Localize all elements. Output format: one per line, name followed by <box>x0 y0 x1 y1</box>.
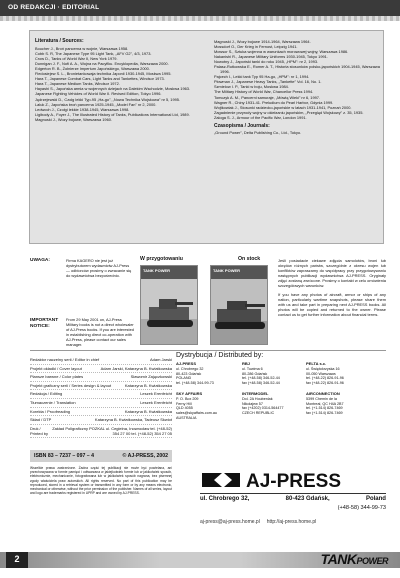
literature-entry: The Military History of World War, Chancellor Press 1994. <box>214 89 314 95</box>
staff-row <box>30 365 172 374</box>
publisher-country: Poland <box>365 496 386 502</box>
staff-row <box>30 399 172 408</box>
staff-name: Sławomir Zajączkowski <box>130 374 172 380</box>
literature-entry: Fiedosiejew S. L., Bronietankowaja technika Japonii 1930-1945, Moskwa 1995. <box>35 71 172 77</box>
literature-entry: Ligibody A., Foyer J., The Illustrated History of Tanks, Publications International Ltd, 1989. <box>35 111 190 117</box>
distributor-line: 00-050 Warszawa <box>306 371 336 376</box>
literature-entry: Płowman J., Japanese Heavy Tanks, „Tankette" Vol. 16, No. 1. <box>214 79 322 85</box>
distributor-line: fax (+48-22) 826-91-96 <box>306 381 344 386</box>
distributor-line: 5399 Chemin de la <box>306 396 337 401</box>
distributor-card <box>176 362 236 386</box>
staff-name: Leszek Erenfeicht <box>140 391 172 397</box>
literature-entry: Laluk Z., Japońska broń pancerna 1925-1945, „Model Fan" nr 2, 2000. <box>35 101 157 107</box>
distributor-name: AIRCONNECTION <box>306 390 340 396</box>
important-text: From 29 May 2001 on, AJ-Press Military books is not a direct wholesaler of AJ-Press books. If you are interested in establishing direct co-operation with AJ-Press, please contact our sales manager. <box>66 317 134 347</box>
staff-row <box>30 425 172 438</box>
publisher-block <box>200 467 386 529</box>
staff-role: Druk / Printed by <box>30 425 49 436</box>
distributor-card <box>306 362 364 386</box>
section-title: OD REDAKCJI · EDITORIAL <box>8 4 100 11</box>
distributor-card <box>176 392 236 421</box>
staff-name: Katarzyna B. Kwiatkowska <box>124 408 172 414</box>
literature-entry: Palasz-Rutkowska E., Romer A. T., Historia stosunków polsko-japońskich 1904-1945, Warszawa 1996. <box>214 64 380 75</box>
staff-name: Adam Jarski <box>149 357 172 362</box>
uwaga-label: UWAGA: <box>30 258 50 263</box>
book-cover-title: TANK POWER <box>211 266 267 279</box>
staff-row <box>30 390 172 399</box>
distributor-line: Nikolajew 57 <box>242 401 263 406</box>
aj-press-logo-icon <box>200 469 386 491</box>
uwaga-text: Firma KAGERO nie jest już dystrybutorem wydawnictw AJ-Press — odbiorców prosimy o zwracanie się do wydawnictwa bezpośrednio. <box>66 258 132 278</box>
literature-entry: Szmielow I. P., Tanki w boju, Moskwa 1984. <box>214 84 289 90</box>
staff-role: Projekt okładki / Cover layout <box>30 365 82 371</box>
book-covers <box>138 256 274 348</box>
distributor-line: Ferny Hill <box>176 401 192 406</box>
literature-box <box>29 30 384 244</box>
literature-entry: Nowotny J., Japoński tanki do roku 1945, „HPM": nr 2, 1993. <box>214 59 319 65</box>
section-header <box>0 0 400 16</box>
distributor-line: tel. (+1-514) 826-7469 <box>306 406 343 411</box>
literature-right-column <box>214 39 382 135</box>
photo-request-text <box>278 258 386 321</box>
copyright-mark: © AJ-PRESS, 2002 <box>122 453 168 459</box>
literature-entry: Tomczyk A. M., Pancerni samuraje, „Mówią Wieki" nr 6, 1997. <box>214 94 321 100</box>
distributor-card <box>242 362 300 386</box>
series-brand <box>321 551 388 567</box>
page-number: 2 <box>6 552 28 568</box>
distributor-line: fax (+1-514) 826-7469 <box>306 411 343 416</box>
distributor-name: RBJ <box>242 361 251 366</box>
distributor-line: tel. (+48-22) 826-91-96 <box>306 376 344 381</box>
distributor-name: AJ-PRESS <box>176 361 197 366</box>
distributor-line: fax (+4202) 0314-564477 <box>242 406 284 411</box>
staff-role: Korekta / Proofreading <box>30 408 71 414</box>
staff-role: Projekt graficzny serii / Series design & layout <box>30 382 112 388</box>
distributor-line: Dol. 2A Houbenlak <box>242 396 273 401</box>
literature-entry: Ledwoch J., Czołgi lekkie 1938-1945, Warszawa 1998. <box>35 106 130 112</box>
in-prep-label: W przygotowaniu <box>140 256 183 262</box>
distributor-line: ul. Świętokrzyska 16 <box>306 366 340 371</box>
divider <box>30 350 386 351</box>
literature-entry: Boucher J., Broń pancerna w wojnie, Warszawa 1958. <box>35 46 129 52</box>
page-footer <box>0 548 400 578</box>
distributor-line: ul. Chrobrego 32 <box>176 366 204 371</box>
literature-entry: Wojtkowiak J., Stosunki radziecko-japońskie w latach 1931-1941, Poznań 2000. <box>214 104 352 110</box>
journals-entry: „Ground Power", Delta Publishing Co., Ltd., Tokyo. <box>214 129 302 135</box>
distributor-line: tel. (+48-58) 346-52-44 <box>242 376 280 381</box>
literature-entry: Jędrzejewski D., Czołg lekki Typ-95 „Ha-go", „Nowa Technika Wojskowa" nr 5, 1995. <box>35 96 181 102</box>
book-cover-on-stock <box>210 265 268 345</box>
tank-photo-icon <box>141 279 198 345</box>
literature-left-list <box>35 46 207 122</box>
distributor-name: SKY AFFAIRS <box>176 390 203 396</box>
literature-entry: Japanese Fighting Vehicles of World War II. Revised Edition, Tokyo 1996. <box>35 91 162 97</box>
literature-entry: Cobb S. R, The Japanese Type 95 Light Tank, „AFV G2", 4/3, 1973. <box>35 51 152 57</box>
journals-title: Czasopisma / Journals: <box>214 122 270 129</box>
literature-entry: Zaloga S. J., Armour of the Pacific War, London 1991. <box>214 114 307 120</box>
literature-entry: Crow D., Tanks of World War II, New York 1979. <box>35 56 118 62</box>
aj-press-logo-text: AJ-PRESS <box>246 471 342 491</box>
tank-photo-icon <box>211 279 268 345</box>
distribution-section <box>176 352 386 427</box>
staff-role: Plansze barwne / Color plates <box>30 374 84 380</box>
staff-row <box>30 408 172 417</box>
photo-request-en: If you have any photos of aircraft, armor or ships of any nation, particularly wartime snapshots, please share them with us and take part in preparing next AJ-PRESS books. All photos will be copied and returned to the owner. Please contact us to get further information about financial terms. <box>278 292 386 317</box>
distributor-line: 80-423 Gdańsk <box>176 371 202 376</box>
publisher-email[interactable]: aj-press@aj-press.home.pl <box>200 519 260 525</box>
literature-entry: Magnuski J., Wozy bojowe 1914-1964, Warszawa 1964. <box>214 39 311 44</box>
distributor-line: CZECH REPUBLIC <box>242 411 275 416</box>
staff-credits <box>30 356 172 438</box>
distributor-line: P. O. Box 209 <box>176 396 199 401</box>
distributor-name: PELTA s.c. <box>306 361 327 366</box>
distributor-line: AUSTRALIA <box>176 415 197 420</box>
staff-row <box>30 373 172 382</box>
literature-left-column <box>35 39 207 122</box>
distributor-line: tel. (+48-58) 344-99-73 <box>176 381 214 386</box>
staff-name: Katarzyna B. Kwiatkowska, Tadeusz Skwiot <box>94 417 172 423</box>
series-brand-main: TANK <box>320 551 357 567</box>
important-label: IMPORTANT NOTICE: <box>30 318 59 329</box>
literature-entry: Hayashi S., Japońska armia w wojennych dziejach na Dalekim Wschodzie, Moskwa 1963. <box>35 86 191 92</box>
isbn-bar <box>30 450 172 462</box>
distributor-line: fax (+48-58) 346-52-44 <box>242 381 280 386</box>
staff-name: Katarzyna B. Kwiatkowska <box>124 382 172 388</box>
literature-entry: Magnuski J., Wozy bojowe, Warszawa 1960. <box>35 116 112 122</box>
literature-entry: Nakanishi R., Japanese Military Uniforms 1930-1945, Tokyo 1991. <box>214 54 328 60</box>
staff-role: Redakcja / Editing <box>30 391 63 397</box>
staff-name: Zakład Poligraficzny POZKAL ul. Cegielna, Inowrocław tel. (+48-52) 354 27 00 tel. (+48-52) 354 27 05 <box>52 425 172 436</box>
photo-request-pl: Jeśli posiadacie ciekawe zdjęcia samolotów, broni lub okrętów różnych państw, szczególnie z okresu wojen lub konfliktów zapraszamy do współpracy przy przygotowywaniu następnych publikacji wydawnictwa AJ-PRESS. Oryginały zdjęć zostaną zwrócone. Prosimy o kontakt w celu omówienia szczegółowych warunków. <box>278 258 386 288</box>
distributor-line: 80-286 Gdańsk <box>242 371 268 376</box>
publisher-street: ul. Chrobrego 32, <box>200 496 250 502</box>
publisher-address <box>200 493 386 502</box>
distributor-grid <box>176 362 386 427</box>
staff-row <box>30 356 172 365</box>
staff-row <box>30 382 172 391</box>
publisher-city: 80-423 Gdańsk, <box>285 496 330 502</box>
distributor-name: INTERMODEL <box>242 390 269 396</box>
publisher-phone: (+48-58) 344-99-73 <box>337 505 386 511</box>
publisher-web <box>200 519 316 525</box>
literature-entry: Mossdorf O., Der Krieg in Fernost, Leipzig 1941. <box>214 44 298 50</box>
series-brand-sub: POWER <box>356 556 388 566</box>
staff-role: Tłumaczenie / Translation <box>30 399 76 405</box>
literature-entry: Zagadnienie przyrody wojny w okiełzaniu japońskim, „Przegląd Wojskowy" z. 35, 1935. <box>214 109 364 115</box>
literature-entry: Pajcech I., Lekki tank Typ 95 Ha-go, „HPM": nr 1, 1994. <box>214 74 310 80</box>
staff-row <box>30 416 172 425</box>
on-stock-label: On stock <box>238 256 261 262</box>
book-cover-title: TANK POWER <box>141 266 197 279</box>
literature-title: Literatura / Sources: <box>35 38 84 44</box>
literature-entry: Edgerton R. B., Żołnierze Imperium Japońskiego, Warszawa 2000. <box>35 66 150 72</box>
book-cover-in-prep <box>140 265 198 345</box>
distributor-line: ul. Tuwima 6 <box>242 366 263 371</box>
distributor-card <box>242 392 300 421</box>
literature-entry: Dunnigan J. F., Nofi A. A., Wojna na Pacyfiku. Encyklopedia, Warszawa 2000. <box>35 61 169 67</box>
distribution-title: Dystrybucja / Distributed by: <box>176 352 264 359</box>
isbn-number: ISBN 83 – 7237 – 097 – 4 <box>34 453 94 459</box>
staff-role: Skład / DTP <box>30 417 52 423</box>
staff-role: Redaktor naczelny serii / Editor in chief <box>30 357 100 362</box>
distributor-line: Montreal, QC H4A 2B7 <box>306 401 344 406</box>
staff-name: Adam Jarski, Katarzyna B. Kwiatkowska <box>100 365 172 371</box>
literature-entry: Hara T., Japanese Combat Cars, Light Tanks and Tankettes, Windsor 1973. <box>35 76 165 82</box>
header-stripe <box>0 16 400 21</box>
distributor-line: POLAND <box>176 376 192 381</box>
publisher-url[interactable]: http://aj-press.home.pl <box>266 519 317 525</box>
literature-entry: Mowsor S., Sztuka wojenna w warunkach morowowej wojny, Warszawa 1986. <box>214 49 349 55</box>
distributor-card <box>306 392 364 421</box>
distributor-line: QLD 4055 <box>176 406 193 411</box>
literature-right-list <box>214 39 382 120</box>
copyright-text: Wszelkie prawa zastrzeżone. Żadna część tej publikacji nie może być powielana, ani przechowywana w formie pamięci i odtwarzana w jakiejkolwiek formie lub w jakikolwiek sposób, elektronicznie, mechanicznie, fotografowana lub w jakikolwiek sposób nagrana, bez pisemnej zgody właściciela praw autorskich. All rights reserved. No part of this publication may be reproduced, stored in a retrieval system or transmitted in any form or by any means electronic, mechanical or otherwise, without the prior permission of the publisher. Names of all series, layout and logo are trademarks registered in UPRP and are owned by AJ-PRESS. <box>30 466 172 496</box>
literature-entry: Wagner R., Chiny 1931-41. Preludium do Pearl Harbor, Gdynia 1999. <box>214 99 334 105</box>
staff-name: Leszek Erenfeicht <box>140 399 172 405</box>
notice-labels <box>30 258 60 329</box>
literature-entry: Hara T., Japanese Medium Tanks, Windsor 1972. <box>35 81 120 87</box>
distributor-line: sales@skyaffairs.com.au <box>176 411 217 416</box>
